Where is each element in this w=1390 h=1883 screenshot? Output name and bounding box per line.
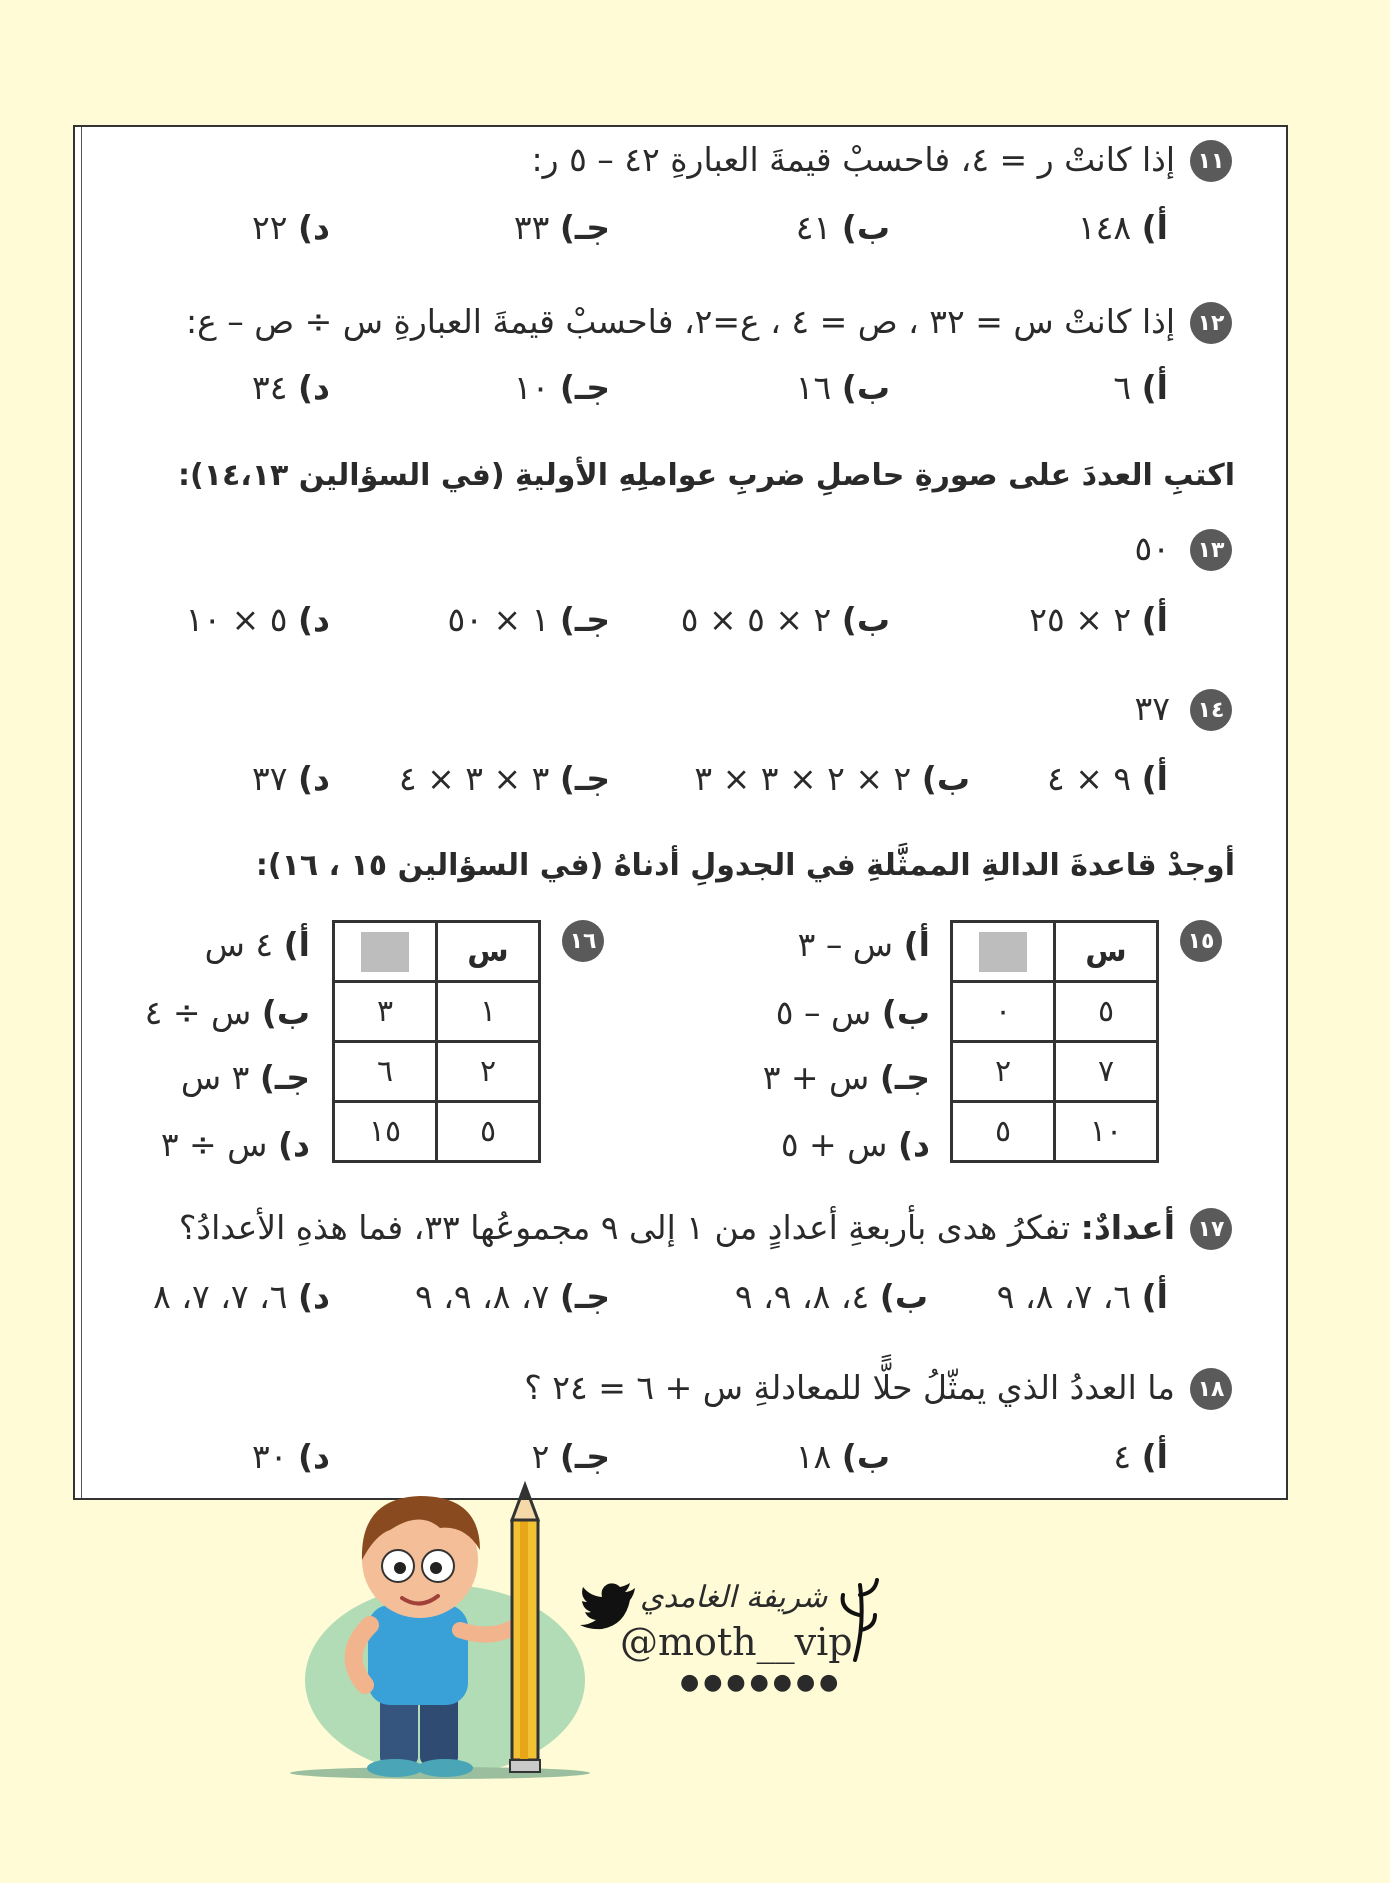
question-14-number: ١٤ (1190, 689, 1232, 731)
q16-table-header-x: س (437, 922, 540, 982)
q16-option-a[interactable]: أ) ٤ س (204, 925, 310, 964)
q13-option-a[interactable]: أ) ٢ × ٢٥ (1029, 600, 1168, 639)
q15-option-d[interactable]: د) س + ٥ (780, 1125, 930, 1164)
q11-option-b[interactable]: ب) ٤١ (795, 208, 890, 247)
q16-option-b[interactable]: ب) س ÷ ٤ (144, 993, 310, 1032)
q14-option-c[interactable]: جـ) ٣ × ٣ × ٤ (398, 759, 610, 798)
hidden-rule-box (361, 932, 409, 972)
question-13-number: ١٣ (1190, 529, 1232, 571)
question-15-number: ١٥ (1180, 920, 1222, 962)
q12-option-d[interactable]: د) ٣٤ (252, 368, 330, 407)
watermark-handle: @moth__vip (620, 1620, 853, 1664)
question-17-label: أعدادٌ: (1080, 1208, 1175, 1247)
left-shoe (367, 1759, 423, 1777)
q14-option-b[interactable]: ب) ٢ × ٢ × ٣ × ٣ (694, 759, 970, 798)
q16-table-cell: ١٥ (334, 1102, 437, 1162)
question-18-text: ما العددُ الذي يمثّلُ حلًّا للمعادلةِ س + ٦ = ٢٤ ؟ (524, 1368, 1175, 1407)
q15-option-a[interactable]: أ) س – ٣ (797, 925, 930, 964)
q13-option-b[interactable]: ب) ٢ × ٥ × ٥ (680, 600, 890, 639)
question-12-text: إذا كانتْ س = ٣٢ ، ص = ٤ ، ع=٢، فاحسبْ قيمةَ العبارةِ س ÷ ص – ع: (185, 302, 1175, 341)
instruction-prime-factorization: اكتبِ العددَ على صورةِ حاصلِ ضربِ عواملِهِ الأوليةِ (في السؤالين ١٤،١٣): (177, 458, 1235, 493)
q15-table-header-x: س (1055, 922, 1158, 982)
shirt (368, 1605, 468, 1705)
right-pupil (430, 1562, 442, 1574)
q16-table-header-y (334, 922, 437, 982)
question-13-text: ٥٠ (1134, 529, 1170, 568)
q15-option-b[interactable]: ب) س – ٥ (775, 993, 930, 1032)
q17-option-a[interactable]: أ) ٦، ٧، ٨، ٩ (996, 1277, 1168, 1316)
leaf-ornament-icon (835, 1575, 880, 1665)
instruction-function-rule: أوجدْ قاعدةَ الدالةِ الممثَّلةِ في الجدولِ أدناهُ (في السؤالين ١٥ ، ١٦): (255, 848, 1235, 883)
q15-table-cell: ٥ (952, 1102, 1055, 1162)
q17-option-d[interactable]: د) ٦، ٧، ٧، ٨ (153, 1277, 330, 1316)
q14-option-d[interactable]: د) ٣٧ (252, 759, 330, 798)
pencil-stripe (520, 1520, 528, 1760)
q11-option-c[interactable]: جـ) ٣٣ (513, 208, 610, 247)
question-17-text: أعدادٌ: تفكرُ هدى بأربعةِ أعدادٍ من ١ إلى ٩ مجموعُها ٣٣، فما هذهِ الأعدادُ؟ (178, 1208, 1175, 1247)
q18-option-d[interactable]: د) ٣٠ (252, 1437, 330, 1476)
question-18-number: ١٨ (1190, 1368, 1232, 1410)
left-pupil (394, 1562, 406, 1574)
q14-option-a[interactable]: أ) ٩ × ٤ (1046, 759, 1168, 798)
q16-table-cell: ٦ (334, 1042, 437, 1102)
q15-table-cell: ٢ (952, 1042, 1055, 1102)
q18-option-a[interactable]: أ) ٤ (1113, 1437, 1168, 1476)
q15-table-cell: ١٠ (1055, 1102, 1158, 1162)
q11-option-d[interactable]: د) ٢٢ (252, 208, 330, 247)
q18-option-c[interactable]: جـ) ٢ (531, 1437, 610, 1476)
right-leg (420, 1695, 458, 1765)
q15-table-cell: ٠ (952, 982, 1055, 1042)
left-leg (380, 1695, 418, 1765)
q16-option-d[interactable]: د) س ÷ ٣ (160, 1125, 310, 1164)
q11-option-a[interactable]: أ) ١٤٨ (1077, 208, 1168, 247)
hidden-rule-box (979, 932, 1027, 972)
q16-table-cell: ١ (437, 982, 540, 1042)
q15-option-c[interactable]: جـ) س + ٣ (762, 1058, 930, 1097)
q18-option-b[interactable]: ب) ١٨ (795, 1437, 890, 1476)
q17-option-b[interactable]: ب) ٤، ٨، ٩، ٩ (734, 1277, 928, 1316)
question-16-number: ١٦ (562, 920, 604, 962)
q16-table-cell: ٢ (437, 1042, 540, 1102)
watermark-dots: ●●●●●●● (680, 1670, 843, 1695)
watermark-name: شريفة الغامدي (640, 1580, 828, 1615)
q12-option-a[interactable]: أ) ٦ (1113, 368, 1168, 407)
q16-function-table (332, 920, 541, 1163)
right-shoe (417, 1759, 473, 1777)
q16-table-cell: ٣ (334, 982, 437, 1042)
q15-table-cell: ٥ (1055, 982, 1158, 1042)
q17-option-c[interactable]: جـ) ٧، ٨، ٩، ٩ (414, 1277, 610, 1316)
q13-option-d[interactable]: د) ٥ × ١٠ (185, 600, 330, 639)
question-14-text: ٣٧ (1134, 689, 1170, 728)
q12-option-c[interactable]: جـ) ١٠ (513, 368, 610, 407)
pencil-ferrule (510, 1760, 540, 1772)
boy-with-pencil-illustration (280, 1480, 620, 1780)
question-17-number: ١٧ (1190, 1208, 1232, 1250)
q15-table-header-y (952, 922, 1055, 982)
question-11-number: ١١ (1190, 140, 1232, 182)
q15-function-table (950, 920, 1159, 1163)
q13-option-c[interactable]: جـ) ١ × ٥٠ (447, 600, 610, 639)
q16-table-cell: ٥ (437, 1102, 540, 1162)
right-arm (460, 1628, 512, 1635)
question-12-number: ١٢ (1190, 302, 1232, 344)
q16-option-c[interactable]: جـ) ٣ س (180, 1058, 310, 1097)
q12-option-b[interactable]: ب) ١٦ (795, 368, 890, 407)
q15-table-cell: ٧ (1055, 1042, 1158, 1102)
question-11-text: إذا كانتْ ر = ٤، فاحسبْ قيمةَ العبارةِ ٤٢ – ٥ ر: (531, 140, 1175, 179)
